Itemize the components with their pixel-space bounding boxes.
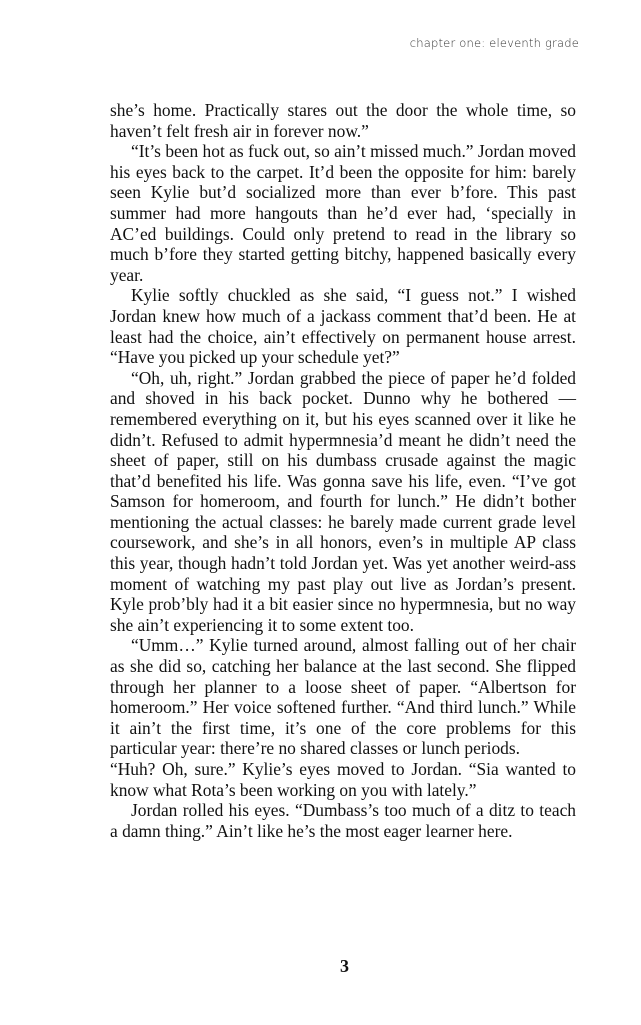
page-number: 3	[340, 956, 349, 976]
paragraph: Kylie softly chuckled as she said, “I guess not.” I wished Jordan knew how much of a jackass comment that’d been. He at least had the choice, ain’t effectively on permanent house arrest. “Have you picked up your schedule yet?”	[110, 285, 576, 368]
paragraph: “Umm…” Kylie turned around, almost falling out of her chair as she did so, catching her balance at the last second. She flipped through her planner to a loose sheet of paper. “Albertson for homeroom.” Her voice softened further. “And third lunch.” While it ain’t the first time, it’s one of the core problems for this particular year: there’re no shared classes or lunch periods.	[110, 635, 576, 759]
paragraph: she’s home. Practically stares out the door the whole time, so haven’t felt fresh air in forever now.”	[110, 100, 576, 141]
paragraph: “Huh? Oh, sure.” Kylie’s eyes moved to Jordan. “Sia wanted to know what Rota’s been working on you with lately.”	[110, 759, 576, 800]
running-header: chapter one: eleventh grade	[409, 36, 579, 50]
paragraph: “Oh, uh, right.” Jordan grabbed the piece of paper he’d folded and shoved in his back pocket. Dunno why he bothered — remembered everything on it, but his eyes scanned over it like he didn’t. Refused to admit hypermnesia’d meant he didn’t need the sheet of paper, still on his dumbass crusade against the magic that’d benefited his life. Was gonna save his life, even. “I’ve got Samson for homeroom, and fourth for lunch.” He didn’t bother mentioning the actual classes: he barely made current grade level coursework, and she’s in all honors, even’s in multiple AP class this year, though hadn’t told Jordan yet. Was yet another weird-ass moment of watching my past play out live as Jordan’s present. Kyle prob’bly had it a bit easier since no hypermnesia, but no way she ain’t experiencing it to some extent too.	[110, 367, 576, 635]
paragraph: Jordan rolled his eyes. “Dumbass’s too much of a ditz to teach a damn thing.” Ain’t like he’s the most eager learner here.	[110, 800, 576, 841]
paragraph: “It’s been hot as fuck out, so ain’t missed much.” Jordan moved his eyes back to the carpet. It’d been the opposite for him: barely seen Kylie but’d socialized more than ever b’fore. This past summer had more hangouts than he’d ever had, ‘specially in AC’ed buildings. Could only pretend to read in the library so much b’fore they started getting bitchy, happened basically every year.	[110, 141, 576, 285]
body-text	[110, 100, 576, 841]
